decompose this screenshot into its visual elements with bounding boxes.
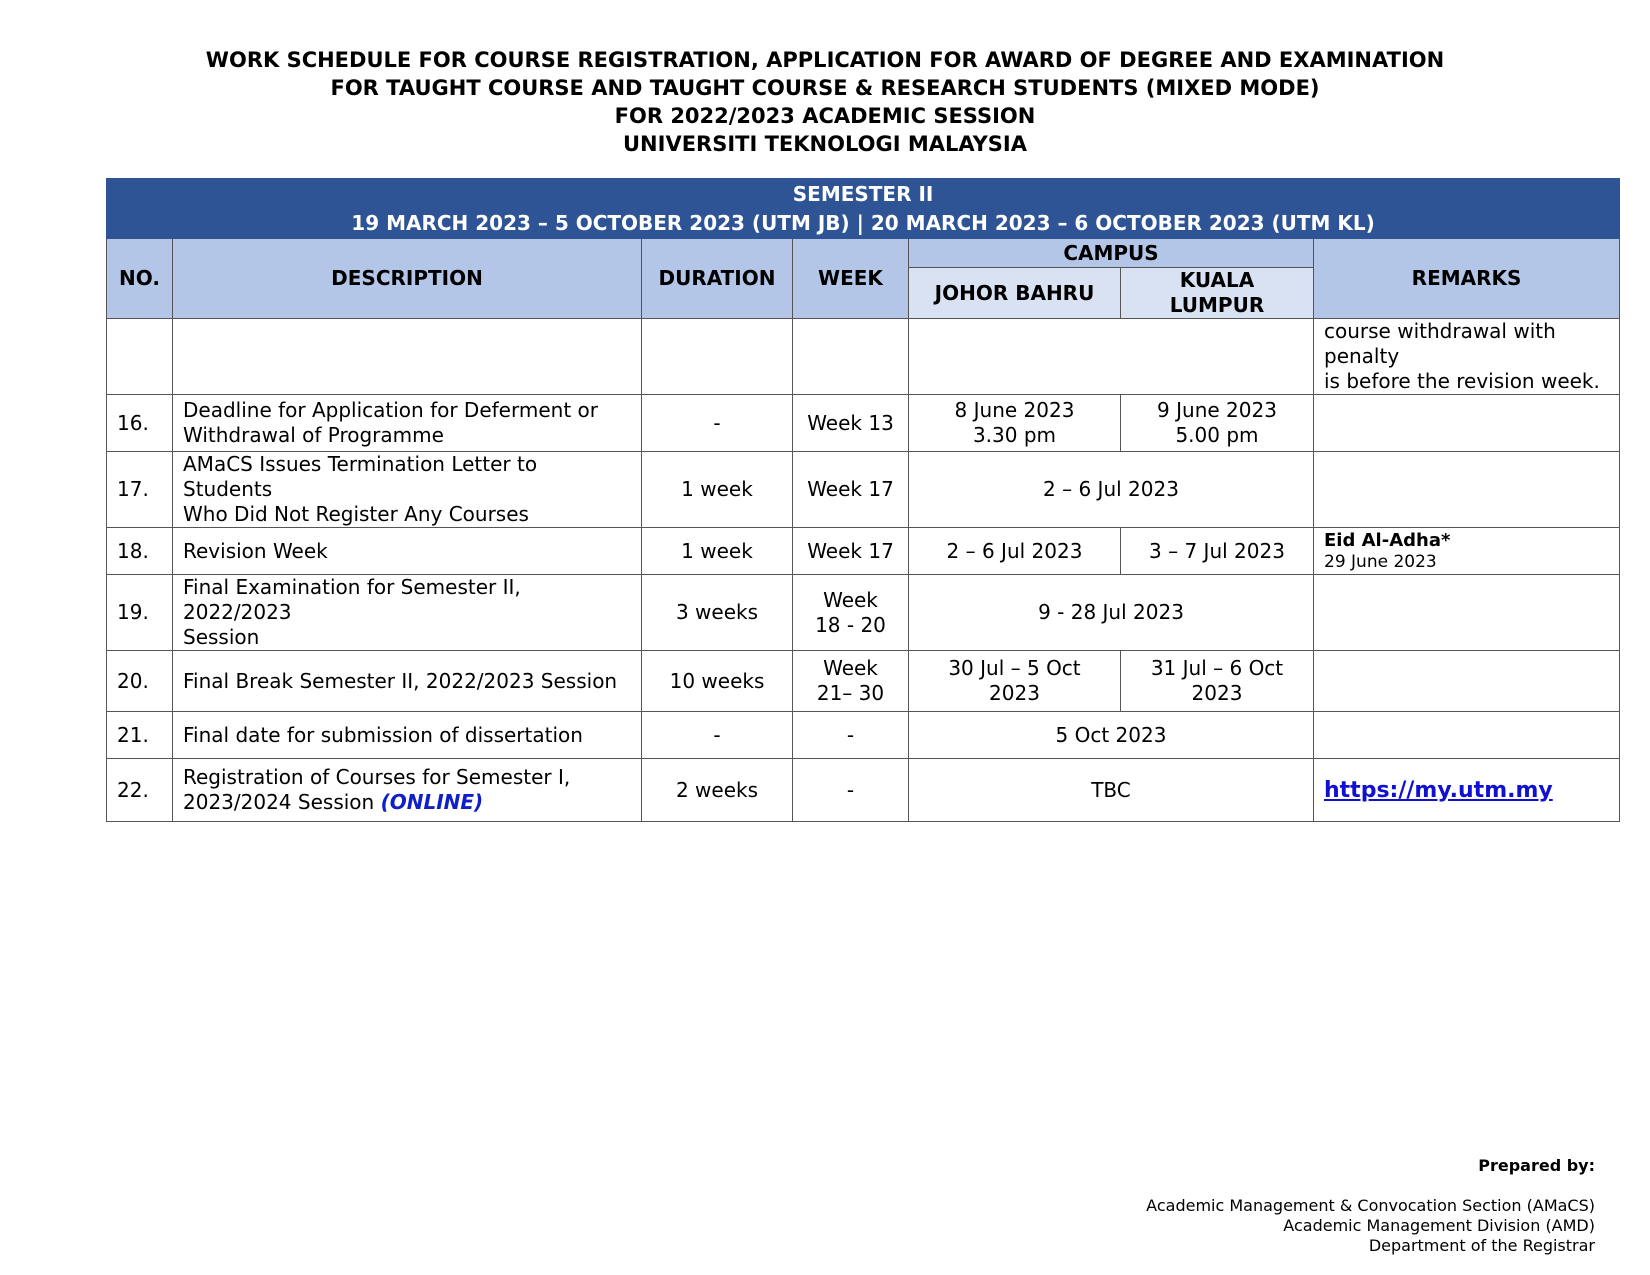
title-line-4: UNIVERSITI TEKNOLOGI MALAYSIA <box>623 132 1027 156</box>
cell-campus <box>909 319 1314 395</box>
holiday-date: 29 June 2023 <box>1324 551 1437 572</box>
cell-duration <box>642 319 793 395</box>
title-line-2: FOR TAUGHT COURSE AND TAUGHT COURSE & RESEARCH STUDENTS (MIXED MODE) <box>330 76 1320 100</box>
prepared-by-division: Academic Management Division (AMD) <box>1283 1216 1595 1235</box>
cell-description <box>173 759 642 822</box>
week-line-1: Week <box>823 587 878 612</box>
cell-description <box>173 575 642 651</box>
document-title <box>0 46 1650 158</box>
cell-description: Final Break Semester II, 2022/2023 Session <box>173 651 642 712</box>
cell-week <box>793 651 909 712</box>
kl-date-range: 31 Jul – 6 Oct <box>1150 656 1284 680</box>
semester-header-row <box>107 179 1620 239</box>
semester-name: SEMESTER II <box>792 181 934 206</box>
remark-line-2: is before the revision week. <box>1324 369 1600 393</box>
cell-duration: 10 weeks <box>642 651 793 712</box>
table-row <box>107 712 1620 759</box>
cell-week: - <box>793 712 909 759</box>
prepared-by-label: Prepared by: <box>1478 1156 1595 1175</box>
cell-remarks <box>1314 528 1620 575</box>
cell-johor-bahru <box>909 395 1121 452</box>
kl-date: 9 June 2023 <box>1157 398 1277 422</box>
cell-remarks <box>1314 575 1620 651</box>
table-row <box>107 575 1620 651</box>
cell-campus: 5 Oct 2023 <box>909 712 1314 759</box>
week-line-2: 21– 30 <box>816 681 885 705</box>
title-line-1: WORK SCHEDULE FOR COURSE REGISTRATION, APPLICATION FOR AWARD OF DEGREE AND EXAMINATION <box>205 48 1445 72</box>
table-row <box>107 395 1620 452</box>
cell-description <box>173 452 642 528</box>
cell-remarks <box>1314 395 1620 452</box>
cell-no: 22. <box>107 759 173 822</box>
cell-no: 18. <box>107 528 173 575</box>
cell-no: 21. <box>107 712 173 759</box>
cell-week <box>793 319 909 395</box>
description-session: 2023/2024 Session <box>183 790 375 814</box>
cell-kuala-lumpur <box>1121 651 1314 712</box>
prepared-by-section: Academic Management & Convocation Section (AMaCS) <box>1146 1196 1595 1215</box>
cell-campus: 2 – 6 Jul 2023 <box>909 452 1314 528</box>
cell-no: 20. <box>107 651 173 712</box>
cell-duration: - <box>642 712 793 759</box>
table-row <box>107 319 1620 395</box>
header-remarks: REMARKS <box>1314 239 1620 319</box>
header-campus: CAMPUS <box>909 239 1314 268</box>
description-line-1: Final Examination for Semester II, 2022/2023 <box>183 575 521 624</box>
jb-year: 2023 <box>989 681 1040 705</box>
table-row <box>107 528 1620 575</box>
title-line-3: FOR 2022/2023 ACADEMIC SESSION <box>614 104 1036 128</box>
cell-johor-bahru <box>909 651 1121 712</box>
week-line-2: 18 - 20 <box>815 612 886 637</box>
cell-no: 17. <box>107 452 173 528</box>
cell-campus: 9 - 28 Jul 2023 <box>909 575 1314 651</box>
utm-portal-link[interactable]: https://my.utm.my <box>1324 777 1553 803</box>
cell-campus: TBC <box>909 759 1314 822</box>
description-line-1: Registration of Courses for Semester I, <box>183 765 571 789</box>
description-line-2: Session <box>183 625 260 649</box>
description-line-2: Who Did Not Register Any Courses <box>183 502 529 526</box>
header-description: DESCRIPTION <box>173 239 642 319</box>
holiday-name: Eid Al-Adha* <box>1324 529 1451 551</box>
online-label: (ONLINE) <box>380 790 484 814</box>
cell-johor-bahru: 2 – 6 Jul 2023 <box>909 528 1121 575</box>
cell-week: - <box>793 759 909 822</box>
header-no: NO. <box>107 239 173 319</box>
table-row <box>107 452 1620 528</box>
cell-no: 16. <box>107 395 173 452</box>
cell-week: Week 17 <box>793 452 909 528</box>
cell-remarks <box>1314 759 1620 822</box>
kl-time: 5.00 pm <box>1175 423 1259 447</box>
prepared-by-block <box>1146 1196 1595 1256</box>
cell-duration: 3 weeks <box>642 575 793 651</box>
cell-remarks <box>1314 319 1620 395</box>
kl-year: 2023 <box>1191 681 1243 705</box>
table-row <box>107 651 1620 712</box>
cell-no: 19. <box>107 575 173 651</box>
cell-description: Final date for submission of dissertation <box>173 712 642 759</box>
cell-description: Revision Week <box>173 528 642 575</box>
remark-line-1: course withdrawal with penalty <box>1324 319 1556 368</box>
cell-remarks <box>1314 651 1620 712</box>
cell-week: Week 17 <box>793 528 909 575</box>
semester-header <box>107 179 1620 239</box>
cell-duration: - <box>642 395 793 452</box>
jb-date: 8 June 2023 <box>954 398 1075 422</box>
cell-duration: 1 week <box>642 452 793 528</box>
header-duration: DURATION <box>642 239 793 319</box>
week-line-1: Week <box>823 656 878 680</box>
cell-no <box>107 319 173 395</box>
header-johor-bahru: JOHOR BAHRU <box>909 268 1121 319</box>
prepared-by-department: Department of the Registrar <box>1368 1236 1595 1255</box>
column-header-row <box>107 239 1620 268</box>
cell-duration: 1 week <box>642 528 793 575</box>
table-row <box>107 759 1620 822</box>
cell-kuala-lumpur: 3 – 7 Jul 2023 <box>1121 528 1314 575</box>
header-week: WEEK <box>793 239 909 319</box>
description-line-2 <box>183 790 631 815</box>
cell-remarks <box>1314 452 1620 528</box>
jb-time: 3.30 pm <box>972 423 1057 447</box>
cell-kuala-lumpur <box>1121 395 1314 452</box>
jb-date-range: 30 Jul – 5 Oct <box>948 656 1081 680</box>
description-line-1: AMaCS Issues Termination Letter to Students <box>183 452 538 501</box>
cell-week <box>793 575 909 651</box>
cell-description <box>173 319 642 395</box>
description-line-2: Withdrawal of Programme <box>183 423 444 447</box>
description-line-1: Deadline for Application for Deferment or <box>183 398 598 422</box>
header-kuala-lumpur: KUALA LUMPUR <box>1121 268 1314 319</box>
cell-week: Week 13 <box>793 395 909 452</box>
semester-range: 19 MARCH 2023 – 5 OCTOBER 2023 (UTM JB) | 20 MARCH 2023 – 6 OCTOBER 2023 (UTM KL) <box>351 210 1375 235</box>
cell-remarks <box>1314 712 1620 759</box>
cell-duration: 2 weeks <box>642 759 793 822</box>
cell-description <box>173 395 642 452</box>
schedule-table <box>106 178 1620 822</box>
